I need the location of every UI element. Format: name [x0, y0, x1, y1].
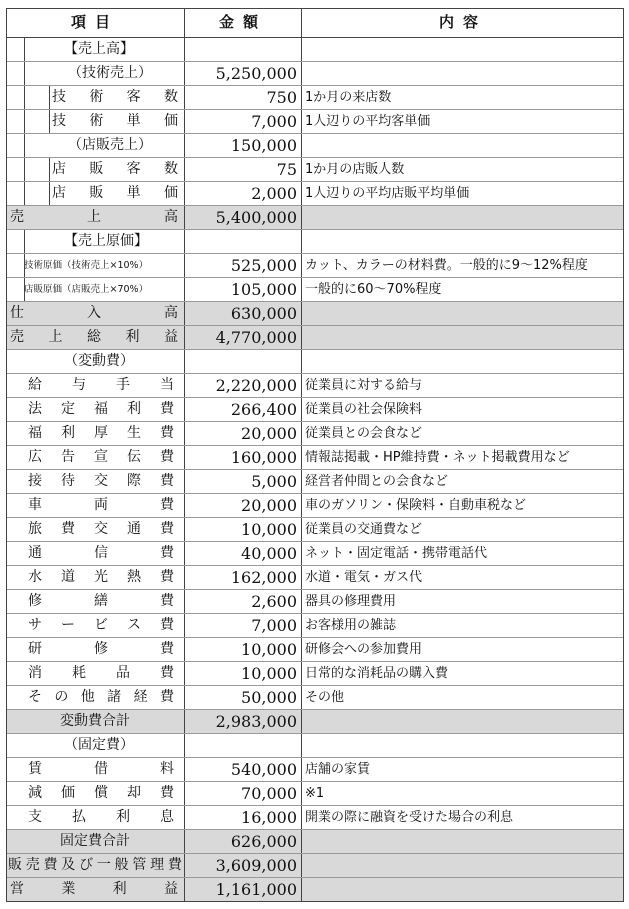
- amount-cell: 105,000: [185, 278, 302, 301]
- amount-cell: 50,000: [185, 686, 302, 709]
- tree-guide-line: [49, 86, 50, 109]
- content-note-cell: [302, 830, 624, 853]
- content-note-cell: [302, 302, 624, 325]
- tree-guide-line: [24, 230, 25, 253]
- content-note-cell: ※1: [305, 786, 325, 801]
- content-note-cell: 水道・電気・ガス代: [305, 570, 423, 585]
- tree-guide-line: [24, 278, 25, 301]
- content-note-cell: [302, 326, 624, 349]
- store-customers-row: [6, 158, 624, 182]
- tree-guide-line: [24, 134, 25, 157]
- amount-cell: 2,600: [185, 590, 302, 613]
- amount-cell: [185, 734, 302, 757]
- content-note-cell: 従業員の社会保険料: [305, 402, 423, 417]
- content-note-cell: 情報誌掲載・HP維持費・ネット掲載費用など: [305, 450, 570, 465]
- content-note-cell: その他: [305, 690, 345, 705]
- tree-guide-line: [24, 254, 25, 277]
- amount-cell: 5,250,000: [185, 62, 302, 85]
- tree-guide-line: [24, 62, 25, 85]
- amount-cell: 10,000: [185, 518, 302, 541]
- content-note-cell: 経営者仲間との会食など: [305, 474, 449, 489]
- store-unit-price-row: [6, 182, 624, 206]
- item-label-cell: 接 待 交 際 費: [6, 470, 185, 493]
- item-label-cell: 通 信 費: [6, 542, 185, 565]
- item-label-cell: 固定費合計: [6, 830, 185, 853]
- content-note-cell: 車のガソリン・保険料・自動車税など: [305, 498, 527, 513]
- amount-cell: 2,220,000: [185, 374, 302, 397]
- amount-cell: 266,400: [185, 398, 302, 421]
- content-note-cell: 従業員の交通費など: [305, 522, 423, 537]
- store-sales-row: [6, 134, 624, 158]
- content-note-cell: 器具の修理費用: [305, 594, 397, 609]
- content-note-cell: 開業の際に融資を受けた場合の利息: [305, 810, 514, 825]
- item-label-cell: 水 道 光 熱 費: [6, 566, 185, 589]
- item-label-cell: 技 術 客 数: [6, 86, 185, 109]
- table-header: [6, 8, 624, 38]
- item-label-cell: 売 上 高: [6, 206, 185, 229]
- amount-cell: 750: [185, 86, 302, 109]
- variable-item-row: [6, 542, 624, 566]
- content-note-cell: [302, 350, 624, 373]
- content-note-cell: 1人辺りの平均店販平均単価: [305, 186, 470, 201]
- amount-cell: 10,000: [185, 662, 302, 685]
- item-label-cell: 販 売 費 及 び 一 般 管 理 費: [6, 854, 185, 877]
- variable-item-row: [6, 590, 624, 614]
- content-note-cell: [302, 854, 624, 877]
- sga-total-row: [6, 854, 624, 878]
- content-note-cell: [302, 710, 624, 733]
- tree-guide-line: [24, 110, 25, 133]
- item-label-cell: 修 繕 費: [6, 590, 185, 613]
- store-cost-row: [6, 278, 624, 302]
- tree-guide-line: [24, 158, 25, 181]
- variable-total-row: [6, 710, 624, 734]
- item-label-cell: 店 販 単 価: [6, 182, 185, 205]
- amount-cell: 2,000: [185, 182, 302, 205]
- header-item: 項目: [6, 8, 185, 37]
- variable-item-row: [6, 374, 624, 398]
- amount-cell: 4,770,000: [185, 326, 302, 349]
- amount-cell: 10,000: [185, 638, 302, 661]
- variable-item-row: [6, 494, 624, 518]
- variable-item-row: [6, 638, 624, 662]
- amount-cell: 630,000: [185, 302, 302, 325]
- content-note-cell: 従業員に対する給与: [305, 378, 423, 393]
- header-amount: 金額: [185, 8, 302, 37]
- cogs-section-title: [6, 230, 624, 254]
- item-label-cell: 広 告 宣 伝 費: [6, 446, 185, 469]
- content-note-cell: ネット・固定電話・携帯電話代: [305, 546, 488, 561]
- item-label-cell: 変動費合計: [6, 710, 185, 733]
- amount-cell: 20,000: [185, 422, 302, 445]
- item-label-cell: 売 上 総 利 益: [6, 326, 185, 349]
- item-label-cell: （技術売上）: [6, 62, 185, 85]
- fixed-item-row: [6, 806, 624, 830]
- amount-cell: 5,400,000: [185, 206, 302, 229]
- tree-guide-line: [24, 86, 25, 109]
- amount-cell: 626,000: [185, 830, 302, 853]
- item-label-cell: （店販売上）: [6, 134, 185, 157]
- amount-cell: 70,000: [185, 782, 302, 805]
- amount-cell: 7,000: [185, 110, 302, 133]
- content-note-cell: 1人辺りの平均客単価: [305, 114, 431, 129]
- item-label-cell: 旅 費 交 通 費: [6, 518, 185, 541]
- fixed-total-row: [6, 830, 624, 854]
- variable-item-row: [6, 470, 624, 494]
- tree-guide-line: [24, 182, 25, 205]
- item-label-cell: 車 両 費: [6, 494, 185, 517]
- amount-cell: 40,000: [185, 542, 302, 565]
- tree-guide-line: [49, 110, 50, 133]
- item-label-cell: 法 定 福 利 費: [6, 398, 185, 421]
- amount-cell: 1,161,000: [185, 878, 302, 901]
- content-note-cell: 店舗の家賃: [305, 762, 371, 777]
- variable-item-row: [6, 518, 624, 542]
- item-label-cell: 消 耗 品 費: [6, 662, 185, 685]
- amount-cell: 525,000: [185, 254, 302, 277]
- amount-cell: 75: [185, 158, 302, 181]
- content-note-cell: お客様用の雑誌: [305, 618, 397, 633]
- content-note-cell: 研修会への参加費用: [305, 642, 423, 657]
- variable-item-row: [6, 566, 624, 590]
- tree-guide-line: [24, 38, 25, 61]
- amount-cell: 160,000: [185, 446, 302, 469]
- item-label-cell: 技術原価（技術売上×10%）: [6, 254, 185, 277]
- amount-cell: 150,000: [185, 134, 302, 157]
- variable-item-row: [6, 422, 624, 446]
- content-note-cell: カット、カラーの材料費。一般的に9～12%程度: [305, 258, 588, 273]
- item-label-cell: （変動費）: [6, 350, 185, 373]
- variable-item-row: [6, 446, 624, 470]
- tech-sales-row: [6, 62, 624, 86]
- variable-item-row: [6, 662, 624, 686]
- variable-item-row: [6, 614, 624, 638]
- item-label-cell: 給 与 手 当: [6, 374, 185, 397]
- item-label-cell: 【売上高】: [6, 38, 185, 61]
- purchases-row: [6, 302, 624, 326]
- item-label-cell: 研 修 費: [6, 638, 185, 661]
- item-label-cell: 支 払 利 息: [6, 806, 185, 829]
- item-label-cell: 福 利 厚 生 費: [6, 422, 185, 445]
- operating-income-row: [6, 878, 624, 902]
- content-note-cell: 一般的に60～70%程度: [305, 282, 442, 297]
- item-label-cell: 賃 借 料: [6, 758, 185, 781]
- content-note-cell: [302, 878, 624, 901]
- item-label-cell: 減 価 償 却 費: [6, 782, 185, 805]
- item-label-cell: 店販原価（店販売上×70%）: [6, 278, 185, 301]
- tech-customers-row: [6, 86, 624, 110]
- amount-cell: 20,000: [185, 494, 302, 517]
- content-note-cell: [302, 734, 624, 757]
- amount-cell: 16,000: [185, 806, 302, 829]
- tech-unit-price-row: [6, 110, 624, 134]
- income-statement-table: [6, 8, 624, 902]
- content-note-cell: [302, 134, 624, 157]
- item-label-cell: そ の 他 諸 経 費: [6, 686, 185, 709]
- content-note-cell: 日常的な消耗品の購入費: [305, 666, 449, 681]
- sales-total-row: [6, 206, 624, 230]
- amount-cell: 7,000: [185, 614, 302, 637]
- amount-cell: 162,000: [185, 566, 302, 589]
- sales-section-title: [6, 38, 624, 62]
- amount-cell: 2,983,000: [185, 710, 302, 733]
- content-note-cell: [302, 38, 624, 61]
- content-note-cell: 1か月の店販人数: [305, 162, 405, 177]
- content-note-cell: [302, 230, 624, 253]
- item-label-cell: サ ー ビ ス 費: [6, 614, 185, 637]
- fixed-section-title: [6, 734, 624, 758]
- tree-guide-line: [49, 182, 50, 205]
- content-note-cell: 1か月の来店数: [305, 90, 392, 105]
- amount-cell: [185, 350, 302, 373]
- header-content: 内容: [438, 13, 487, 31]
- content-note-cell: [302, 62, 624, 85]
- item-label-cell: 技 術 単 価: [6, 110, 185, 133]
- item-label-cell: 仕 入 高: [6, 302, 185, 325]
- tech-cost-row: [6, 254, 624, 278]
- item-label-cell: 【売上原価】: [6, 230, 185, 253]
- item-label-cell: 店 販 客 数: [6, 158, 185, 181]
- variable-section-title: [6, 350, 624, 374]
- amount-cell: [185, 230, 302, 253]
- fixed-item-row: [6, 782, 624, 806]
- variable-item-row: [6, 398, 624, 422]
- amount-cell: 3,609,000: [185, 854, 302, 877]
- amount-cell: 5,000: [185, 470, 302, 493]
- content-note-cell: [302, 206, 624, 229]
- item-label-cell: （固定費）: [6, 734, 185, 757]
- fixed-item-row: [6, 758, 624, 782]
- amount-cell: 540,000: [185, 758, 302, 781]
- amount-cell: [185, 38, 302, 61]
- content-note-cell: 従業員との会食など: [305, 426, 423, 441]
- item-label-cell: 営 業 利 益: [6, 878, 185, 901]
- tree-guide-line: [49, 158, 50, 181]
- gross-profit-row: [6, 326, 624, 350]
- variable-item-row: [6, 686, 624, 710]
